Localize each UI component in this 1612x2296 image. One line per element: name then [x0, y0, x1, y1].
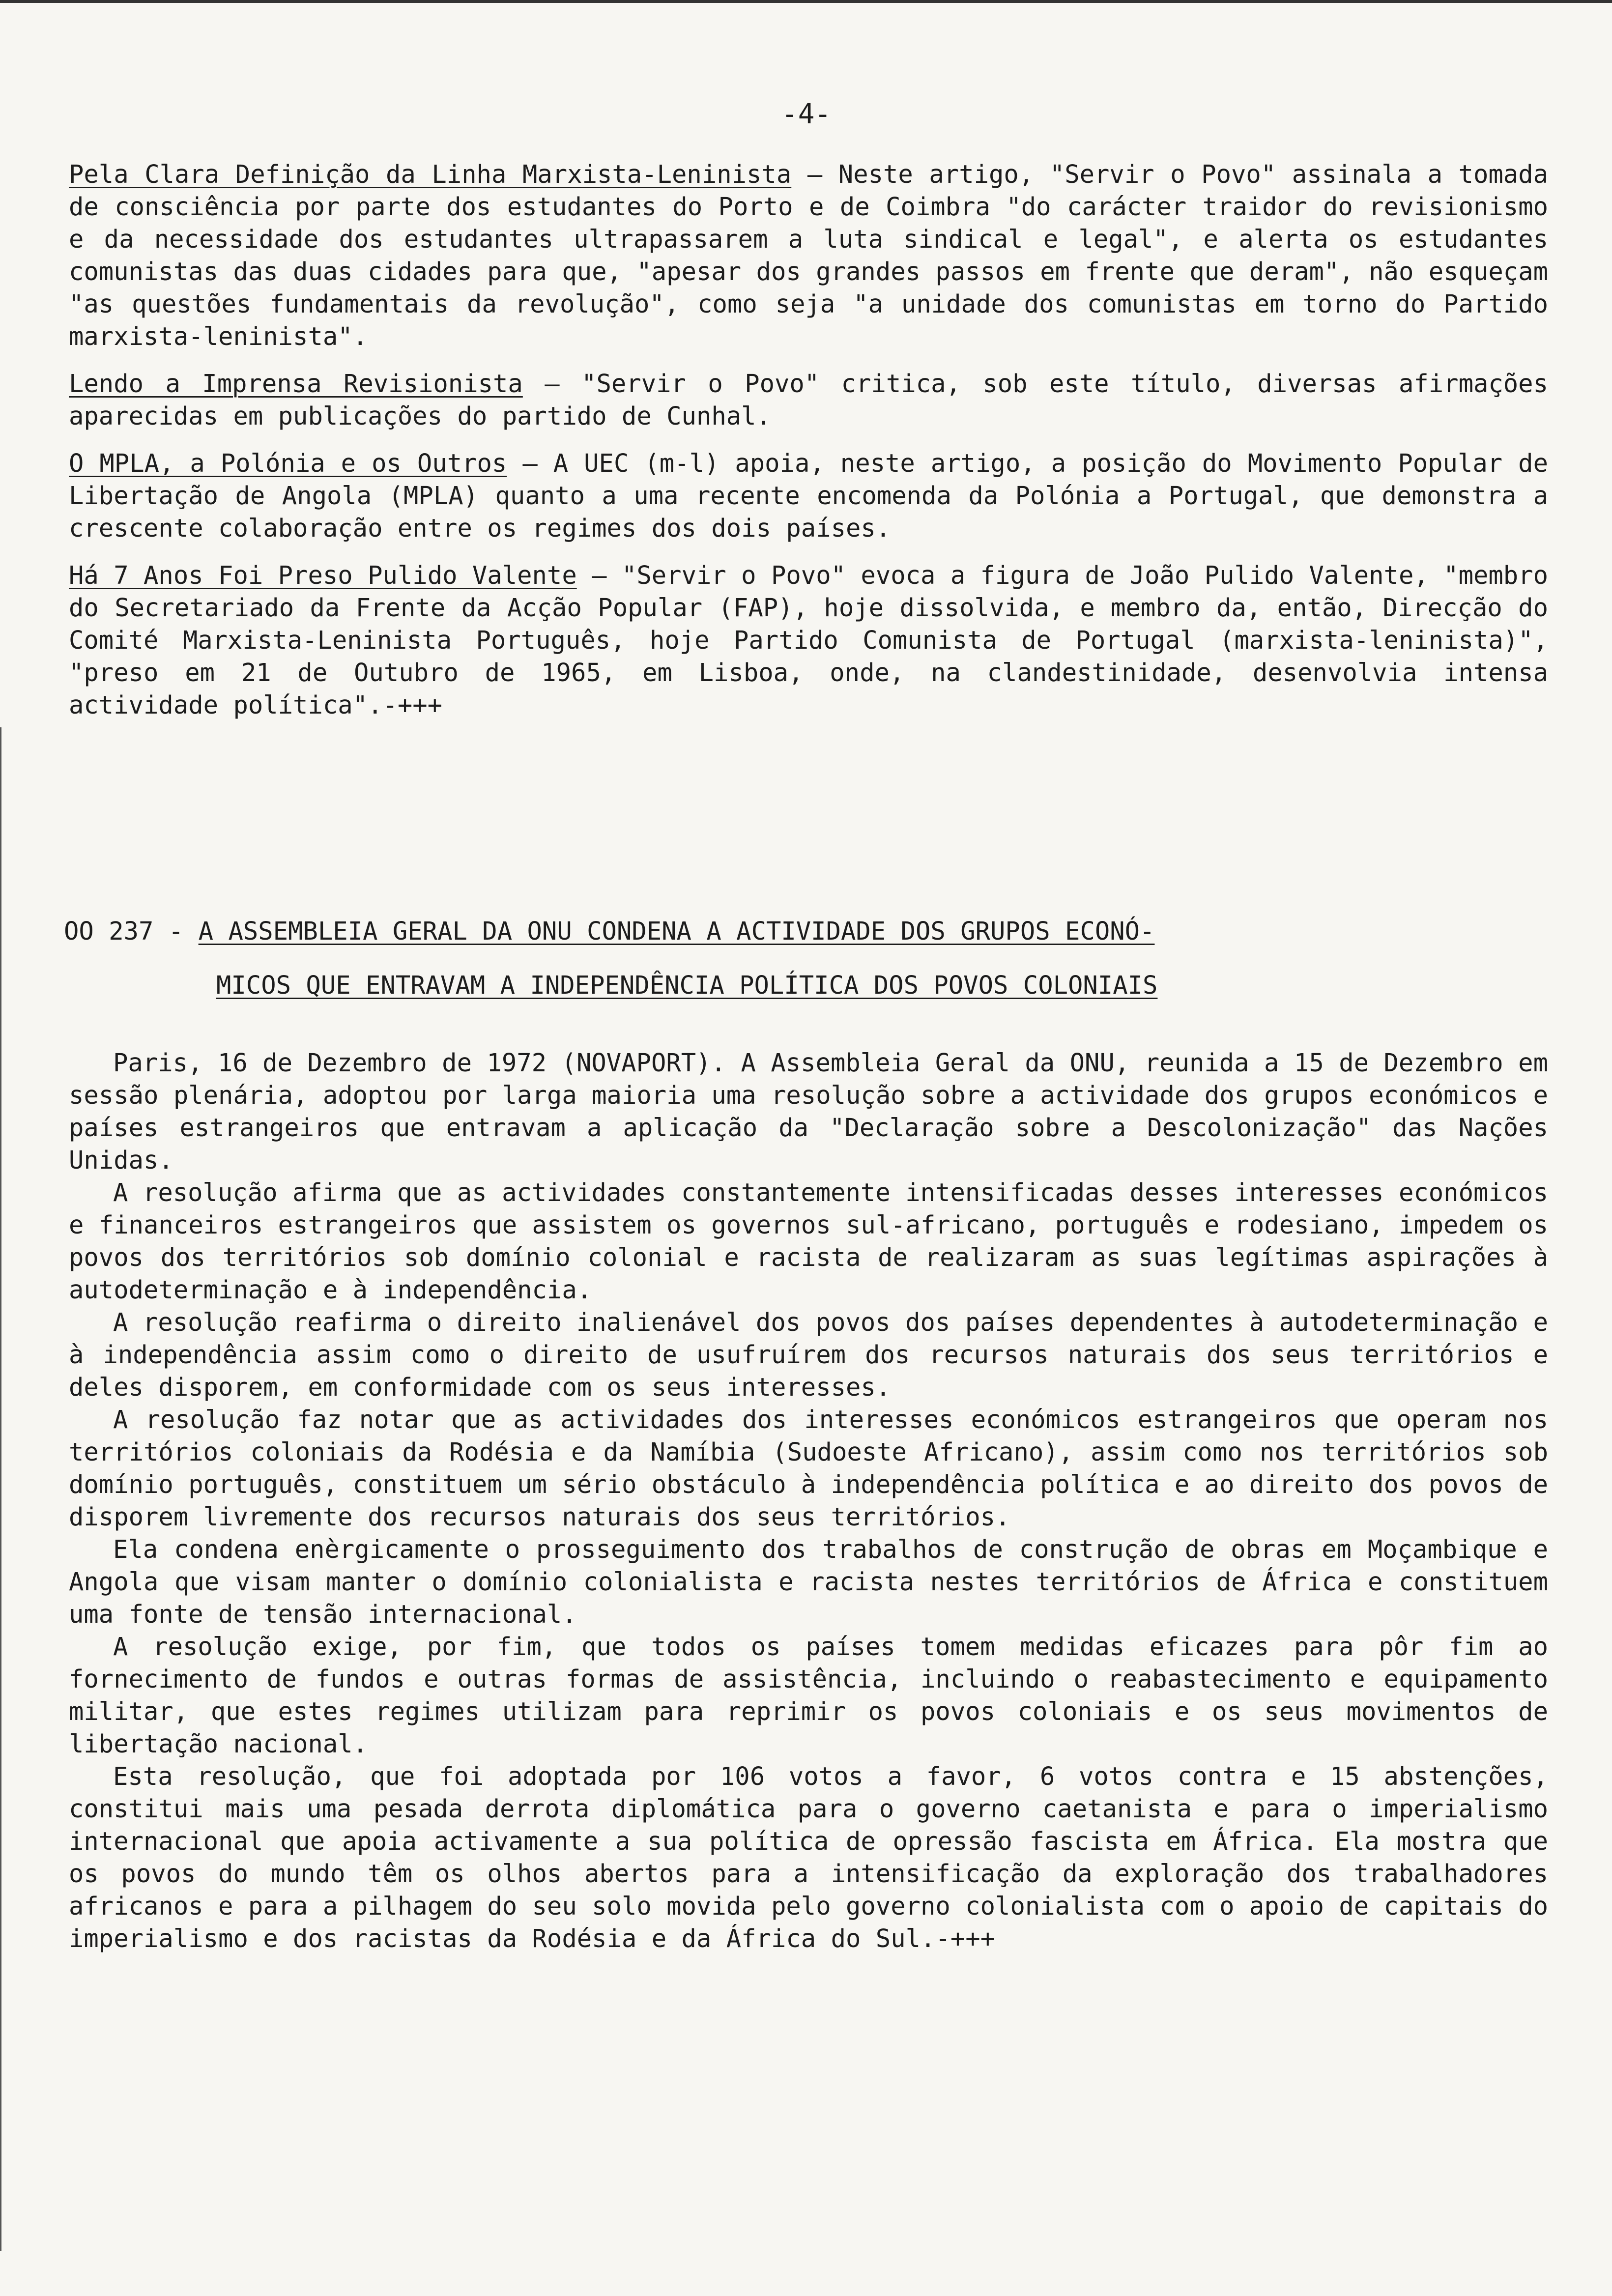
article-paragraph: A resolução afirma que as actividades constantemente intensificadas desses interesses económicos e financeiros estrangeiros que assistem os governos sul-africano, português e rodesiano, impedem os povos dos territórios sob domínio colonial e racista de realizaram as suas legítimas aspirações à autodeterminação e à independência. [69, 1178, 1548, 1304]
review-text: — A UEC (m-l) apoia, neste artigo, a posição do Movimento Popular de Libertação de Angola (MPLA) quanto a uma recente encomenda da Polónia a Portugal, que demonstra a crescente colaboração entre os regimes dos dois países. [69, 449, 1548, 543]
review-paragraph [69, 368, 1548, 432]
article-paragraph: A resolução faz notar que as actividades dos interesses económicos estrangeiros que operam nos territórios coloniais da Rodésia e da Namíbia (Sudoeste Africano), assim como nos territórios sob domínio português, constituem um sério obstáculo à independência política e ao direito dos povos de disporem livremente dos recursos naturais dos seus territórios. [69, 1405, 1548, 1531]
press-review-section [69, 158, 1548, 721]
news-item-code: OO 237 - [64, 917, 199, 946]
article-paragraph: Esta resolução, que foi adoptada por 106 votos a favor, 6 votos contra e 15 abstenções, constitui mais uma pesada derrota diplomática para o governo caetanista e para o imperialismo internacional que apoia activamente a sua política de opressão fascista em África. Ela mostra que os povos do mundo têm os olhos abertos para a intensificação da exploração dos trabalhadores africanos e para a pilhagem do seu solo movida pelo governo colonialista com o apoio de capitais do imperialismo e dos racistas da Rodésia e da África do Sul.-+++ [69, 1762, 1548, 1953]
page-number: -4- [781, 98, 832, 130]
article-paragraph: Paris, 16 de Dezembro de 1972 (NOVAPORT). A Assembleia Geral da ONU, reunida a 15 de Dezembro em sessão plenária, adoptou por larga maioria uma resolução sobre a actividade dos grupos económicos e países estrangeiros que entravam a aplicação da "Declaração sobre a Descolonização" das Nações Unidas. [69, 1048, 1548, 1175]
article-paragraph: A resolução reafirma o direito inalienável dos povos dos países dependentes à autodeterminação e à independência assim como o direito de usufruírem dos recursos naturais dos seus territórios e deles disporem, em conformidade com os seus interesses. [69, 1308, 1548, 1402]
review-paragraph [69, 447, 1548, 545]
article-paragraph: A resolução exige, por fim, que todos os países tomem medidas eficazes para pôr fim ao fornecimento de fundos e outras formas de assistência, incluindo o reabastecimento e equipamento militar, que estes regimes utilizam para reprimir os povos coloniais e os seus movimentos de libertação nacional. [69, 1632, 1548, 1758]
page-top-border [0, 0, 1612, 3]
news-item-heading [64, 904, 1568, 1012]
page-left-edge [0, 727, 1, 2251]
review-title: O MPLA, a Polónia e os Outros [69, 449, 507, 478]
review-text: — "Servir o Povo" critica, sob este título, diversas afirmações aparecidas em publicações do partido de Cunhal. [69, 369, 1548, 430]
review-paragraph [69, 158, 1548, 353]
review-paragraph [69, 559, 1548, 721]
review-text: — "Servir o Povo" evoca a figura de João Pulido Valente, "membro do Secretariado da Frente da Acção Popular (FAP), hoje dissolvida, e membro da, então, Direcção do Comité Marxista-Leninista Português, hoje Partido Comunista de Portugal (marxista-leninista)", "preso em 21 de Outubro de 1965, em Lisboa, onde, na clandestinidade, desenvolvia intensa actividade política".-+++ [69, 561, 1548, 719]
review-text: — Neste artigo, "Servir o Povo" assinala a tomada de consciência por parte dos estudantes do Porto e de Coimbra "do carácter traidor do revisionismo e da necessidade dos estudantes ultrapassarem a luta sindical e legal", e alerta os estudantes comunistas das duas cidades para que, "apesar dos grandes passos em frente que deram", não esqueçam "as questões fundamentais da revolução", como seja "a unidade dos comunistas em torno do Partido marxista-leninista". [69, 160, 1548, 351]
article-paragraph: Ela condena enèrgicamente o prosseguimento dos trabalhos de construção de obras em Moçambique e Angola que visam manter o domínio colonialista e racista nestes territórios de África e constituem uma fonte de tensão internacional. [69, 1535, 1548, 1629]
news-item-title-line2: MICOS QUE ENTRAVAM A INDEPENDÊNCIA POLÍTICA DOS POVOS COLONIAIS [216, 971, 1158, 1000]
review-title: Há 7 Anos Foi Preso Pulido Valente [69, 561, 577, 590]
review-title: Lendo a Imprensa Revisionista [69, 369, 523, 398]
review-title: Pela Clara Definição da Linha Marxista-Leninista [69, 160, 792, 189]
news-article-body [69, 1047, 1548, 1955]
news-item-title-line1: A ASSEMBLEIA GERAL DA ONU CONDENA A ACTIVIDADE DOS GRUPOS ECONÓ- [198, 917, 1155, 946]
